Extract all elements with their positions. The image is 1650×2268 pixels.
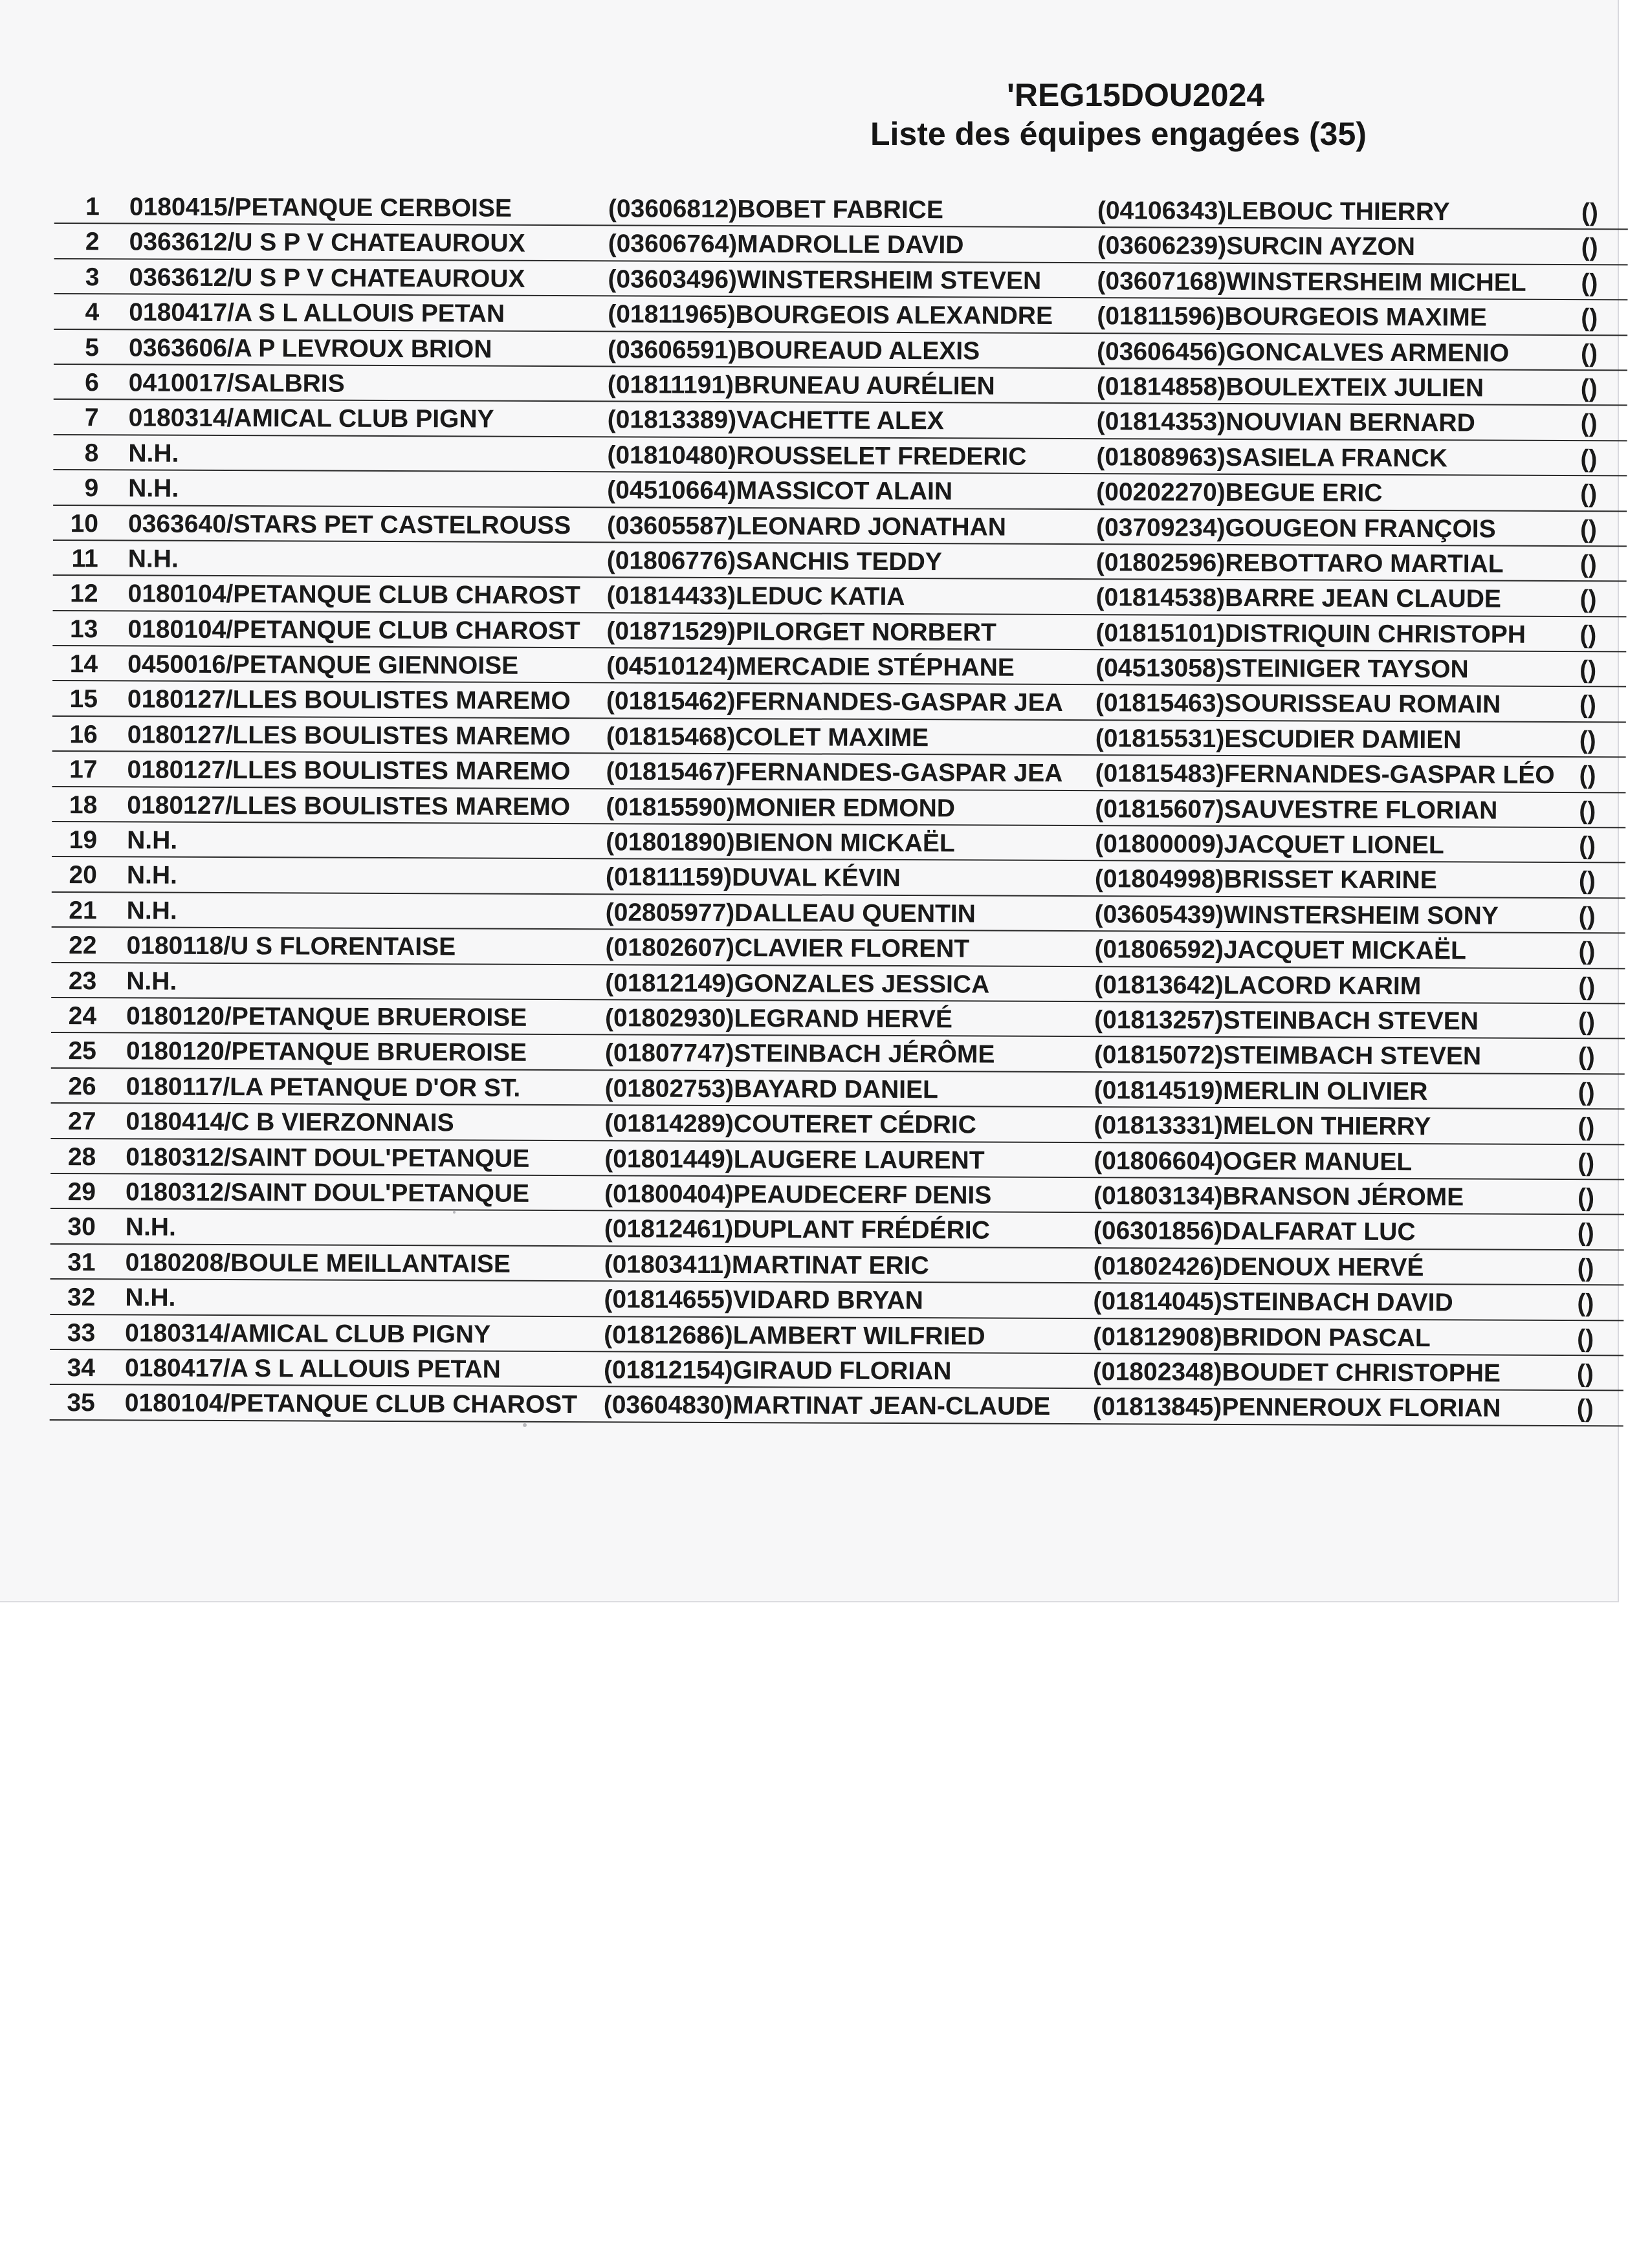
team-number: 13: [69, 615, 98, 643]
table-row: [52, 752, 1625, 793]
team-number: 33: [67, 1318, 96, 1347]
row-suffix: (): [1578, 972, 1596, 1001]
table-row: [50, 1104, 1624, 1145]
player-two: (03709234)GOUGEON FRANÇOIS: [1095, 513, 1496, 543]
table-row: [52, 646, 1626, 688]
team-number: 17: [69, 756, 98, 784]
row-suffix: (): [1580, 480, 1598, 508]
table-row: [50, 1350, 1623, 1391]
club-name: N.H.: [126, 897, 177, 925]
table-row: [52, 787, 1625, 829]
row-suffix: (): [1578, 1148, 1595, 1177]
player-one: (01802753)BAYARD DANIEL: [604, 1074, 938, 1104]
row-suffix: (): [1579, 796, 1596, 825]
player-two: (03607168)WINSTERSHEIM MICHEL: [1097, 267, 1526, 297]
player-one: (03606591)BOUREAUD ALEXIS: [607, 335, 980, 365]
player-one: (01814655)VIDARD BRYAN: [604, 1285, 923, 1315]
table-row: [54, 365, 1627, 406]
table-row: [52, 822, 1625, 864]
row-suffix: (): [1579, 761, 1596, 790]
club-name: N.H.: [126, 967, 177, 996]
table-row: [52, 611, 1626, 653]
team-number: 2: [85, 228, 100, 256]
player-two: (01802348)BOUDET CHRISTOPHE: [1092, 1358, 1501, 1388]
player-one: (04510664)MASSICOT ALAIN: [607, 476, 953, 506]
table-row: [52, 717, 1626, 758]
team-number: 16: [69, 720, 98, 749]
row-suffix: (): [1577, 1289, 1594, 1318]
club-name: 0180417/A S L ALLOUIS PETAN: [129, 298, 505, 328]
row-suffix: (): [1578, 937, 1596, 966]
club-name: N.H.: [127, 545, 179, 573]
player-two: (01815607)SAUVESTRE FLORIAN: [1095, 794, 1498, 825]
table-row: [50, 1209, 1624, 1250]
team-number: 31: [67, 1248, 96, 1276]
row-suffix: (): [1579, 656, 1597, 684]
player-two: (01815101)DISTRIQUIN CHRISTOPH: [1095, 618, 1526, 649]
table-row: [54, 400, 1627, 441]
club-name: 0180314/AMICAL CLUB PIGNY: [128, 404, 494, 433]
player-one: (01812686)LAMBERT WILFRIED: [604, 1320, 985, 1351]
club-name: N.H.: [128, 439, 179, 468]
team-number: 32: [67, 1283, 96, 1312]
player-two: (03606239)SURCIN AYZON: [1097, 232, 1416, 261]
team-number: 10: [70, 509, 99, 538]
team-number: 22: [69, 932, 97, 960]
club-name: N.H.: [126, 861, 178, 890]
player-two: (03606456)GONCALVES ARMENIO: [1096, 337, 1510, 367]
row-suffix: (): [1578, 1043, 1595, 1071]
row-suffix: (): [1580, 444, 1598, 473]
row-suffix: (): [1581, 234, 1598, 262]
player-two: (06301856)DALFARAT LUC: [1093, 1217, 1416, 1247]
team-number: 7: [84, 404, 99, 432]
player-two: (03605439)WINSTERSHEIM SONY: [1094, 900, 1499, 930]
table-row: [54, 294, 1627, 336]
club-name: 0180414/C B VIERZONNAIS: [126, 1107, 454, 1137]
row-suffix: (): [1578, 1113, 1595, 1142]
club-name: 0363612/U S P V CHATEAUROUX: [129, 228, 525, 258]
scan-speck: [523, 1423, 527, 1427]
player-two: (01815463)SOURISSEAU ROMAIN: [1095, 689, 1501, 719]
club-name: 0180127/LLES BOULISTES MAREMO: [127, 721, 571, 750]
row-suffix: (): [1581, 268, 1598, 297]
row-suffix: (): [1579, 832, 1596, 860]
player-one: (01812461)DUPLANT FRÉDÉRIC: [604, 1215, 990, 1245]
team-number: 1: [85, 193, 100, 221]
club-name: 0180104/PETANQUE CLUB CHAROST: [127, 580, 580, 610]
player-one: (02805977)DALLEAU QUENTIN: [605, 899, 976, 928]
club-name: 0363640/STARS PET CASTELROUSS: [127, 509, 571, 540]
player-two: (01806592)JACQUET MICKAËL: [1094, 935, 1466, 965]
table-row: [50, 1385, 1623, 1426]
player-one: (01815590)MONIER EDMOND: [606, 792, 956, 822]
table-row: [52, 893, 1625, 934]
table-row: [54, 259, 1627, 301]
player-two: (01813642)LACORD KARIM: [1094, 970, 1422, 1000]
club-name: 0450016/PETANQUE GIENNOISE: [127, 650, 519, 680]
player-one: (01810480)ROUSSELET FREDERIC: [607, 441, 1027, 471]
row-suffix: (): [1579, 515, 1598, 543]
club-name: 0180312/SAINT DOUL'PETANQUE: [126, 1142, 530, 1173]
club-name: 0180117/LA PETANQUE D'OR ST.: [126, 1073, 521, 1102]
row-suffix: (): [1576, 1395, 1594, 1423]
club-name: 0180208/BOULE MEILLANTAISE: [125, 1248, 511, 1278]
player-one: (01802930)LEGRAND HERVÉ: [605, 1004, 952, 1034]
player-one: (01801890)BIENON MICKAËL: [606, 828, 955, 858]
player-two: (01808963)SASIELA FRANCK: [1096, 442, 1448, 473]
row-suffix: (): [1577, 1183, 1595, 1212]
team-number: 30: [67, 1213, 96, 1241]
row-suffix: (): [1579, 585, 1597, 614]
table-row: [54, 330, 1627, 371]
row-suffix: (): [1579, 550, 1597, 579]
table-row: [51, 1069, 1625, 1110]
player-two: (01815483)FERNANDES-GASPAR LÉO: [1095, 759, 1555, 790]
player-one: (01813389)VACHETTE ALEX: [607, 406, 944, 435]
team-number: 23: [68, 966, 97, 995]
player-one: (01811159)DUVAL KÉVIN: [605, 863, 901, 893]
player-two: (01813257)STEINBACH STEVEN: [1094, 1006, 1479, 1036]
player-one: (01812154)GIRAUD FLORIAN: [603, 1356, 952, 1386]
table-row: [50, 1174, 1624, 1216]
player-two: (01800009)JACQUET LIONEL: [1095, 830, 1444, 860]
table-row: [51, 928, 1625, 969]
player-one: (01814433)LEDUC KATIA: [606, 582, 905, 611]
player-two: (01812908)BRIDON PASCAL: [1093, 1322, 1431, 1352]
row-suffix: (): [1578, 1078, 1595, 1106]
table-row: [53, 506, 1627, 547]
player-one: (01807747)STEINBACH JÉRÔME: [604, 1039, 995, 1069]
team-number: 14: [69, 650, 98, 679]
row-suffix: (): [1576, 1359, 1594, 1388]
player-two: (01815072)STEIMBACH STEVEN: [1094, 1041, 1482, 1071]
row-suffix: (): [1579, 726, 1596, 755]
team-number: 4: [85, 298, 100, 327]
team-number: 5: [85, 333, 100, 362]
player-two: (00202270)BEGUE ERIC: [1096, 478, 1383, 508]
club-name: 0180417/A S L ALLOUIS PETAN: [124, 1354, 501, 1384]
table-row: [53, 470, 1627, 512]
player-two: (01811596)BOURGEOIS MAXIME: [1097, 302, 1487, 332]
team-number: 18: [69, 791, 98, 819]
table-row: [53, 541, 1627, 582]
team-number: 3: [85, 263, 100, 292]
team-list: [50, 189, 1628, 1426]
club-name: N.H.: [127, 826, 178, 855]
club-name: 0180127/LLES BOULISTES MAREMO: [127, 756, 571, 786]
table-row: [54, 189, 1628, 230]
table-row: [50, 1139, 1624, 1181]
club-name: 0180314/AMICAL CLUB PIGNY: [125, 1318, 491, 1349]
row-suffix: (): [1577, 1219, 1594, 1247]
row-suffix: (): [1578, 902, 1596, 930]
row-suffix: (): [1581, 304, 1598, 333]
team-number: 8: [84, 439, 99, 467]
team-number: 6: [85, 369, 99, 397]
row-suffix: (): [1581, 199, 1598, 227]
team-number: 15: [69, 685, 98, 714]
row-suffix: (): [1580, 409, 1598, 438]
team-number: 11: [71, 545, 98, 573]
player-one: (01811191)BRUNEAU AURÉLIEN: [607, 371, 995, 400]
club-name: 0180104/PETANQUE CLUB CHAROST: [124, 1389, 578, 1419]
player-two: (04513058)STEINIGER TAYSON: [1095, 654, 1469, 684]
team-number: 29: [67, 1178, 96, 1206]
club-name: 0180120/PETANQUE BRUEROISE: [126, 1002, 527, 1032]
table-row: [50, 1245, 1624, 1286]
team-number: 27: [67, 1107, 96, 1136]
player-two: (04106343)LEBOUC THIERRY: [1097, 197, 1450, 226]
team-number: 28: [67, 1142, 96, 1171]
team-number: 25: [68, 1037, 96, 1065]
player-two: (01814045)STEINBACH DAVID: [1093, 1287, 1453, 1317]
player-one: (03606764)MADROLLE DAVID: [608, 230, 964, 259]
document-subtitle: Liste des équipes engagées (35): [870, 116, 1367, 152]
row-suffix: (): [1580, 339, 1598, 367]
club-name: 0363606/A P LEVROUX BRION: [128, 334, 492, 364]
player-one: (03606812)BOBET FABRICE: [608, 195, 943, 224]
player-two: (01804998)BRISSET KARINE: [1094, 865, 1437, 895]
player-two: (01806604)OGER MANUEL: [1094, 1146, 1413, 1176]
club-name: N.H.: [128, 474, 179, 503]
team-number: 12: [70, 580, 98, 608]
player-one: (01800404)PEAUDECERF DENIS: [604, 1180, 992, 1210]
team-number: 9: [84, 474, 99, 503]
player-one: (03603496)WINSTERSHEIM STEVEN: [608, 265, 1042, 295]
table-row: [50, 1280, 1623, 1321]
team-number: 34: [67, 1353, 96, 1382]
row-suffix: (): [1579, 691, 1597, 719]
player-one: (01806776)SANCHIS TEDDY: [606, 547, 942, 576]
player-two: (01815531)ESCUDIER DAMIEN: [1095, 725, 1462, 754]
player-one: (01871529)PILORGET NORBERT: [606, 616, 996, 647]
team-number: 19: [69, 826, 98, 855]
player-one: (04510124)MERCADIE STÉPHANE: [606, 652, 1015, 682]
player-one: (01814289)COUTERET CÉDRIC: [604, 1109, 976, 1139]
club-name: 0180127/LLES BOULISTES MAREMO: [127, 685, 571, 715]
team-number: 26: [68, 1072, 96, 1101]
club-name: 0180312/SAINT DOUL'PETANQUE: [125, 1178, 530, 1208]
table-row: [51, 998, 1625, 1040]
player-two: (01814538)BARRE JEAN CLAUDE: [1095, 583, 1502, 613]
row-suffix: (): [1577, 1254, 1594, 1282]
player-one: (01815468)COLET MAXIME: [606, 723, 929, 752]
row-suffix: (): [1578, 1008, 1596, 1036]
player-two: (01802426)DENOUX HERVÉ: [1093, 1252, 1424, 1281]
player-two: (01802596)REBOTTARO MARTIAL: [1095, 549, 1504, 578]
player-one: (01815467)FERNANDES-GASPAR JEA: [606, 758, 1063, 788]
player-one: (01815462)FERNANDES-GASPAR JEA: [606, 687, 1063, 717]
table-row: [52, 681, 1626, 723]
club-name: 0363612/U S P V CHATEAUROUX: [129, 263, 525, 293]
document-title: 'REG15DOU2024: [1007, 77, 1265, 113]
player-one: (01811965)BOURGEOIS ALEXANDRE: [608, 300, 1053, 331]
player-one: (03605587)LEONARD JONATHAN: [606, 511, 1007, 541]
player-one: (01802607)CLAVIER FLORENT: [605, 933, 970, 963]
player-two: (01803134)BRANSON JÉROME: [1093, 1182, 1464, 1212]
player-two: (01814519)MERLIN OLIVIER: [1094, 1076, 1428, 1106]
player-two: (01814858)BOULEXTEIX JULIEN: [1096, 373, 1484, 402]
table-row: [51, 1033, 1625, 1074]
table-row: [52, 857, 1625, 899]
player-one: (01803411)MARTINAT ERIC: [604, 1250, 929, 1280]
team-number: 21: [69, 896, 97, 925]
club-name: 0410017/SALBRIS: [128, 369, 345, 398]
table-row: [54, 224, 1628, 265]
club-name: N.H.: [125, 1213, 176, 1242]
club-name: 0180127/LLES BOULISTES MAREMO: [127, 791, 571, 821]
club-name: 0180415/PETANQUE CERBOISE: [129, 193, 512, 223]
team-number: 20: [69, 861, 98, 889]
row-suffix: (): [1578, 867, 1596, 895]
row-suffix: (): [1577, 1324, 1594, 1353]
player-two: (01813331)MELON THIERRY: [1094, 1111, 1431, 1141]
club-name: 0180118/U S FLORENTAISE: [126, 932, 456, 961]
player-one: (03604830)MARTINAT JEAN-CLAUDE: [603, 1391, 1051, 1421]
row-suffix: (): [1580, 375, 1598, 403]
row-suffix: (): [1579, 620, 1597, 649]
player-two: (01813845)PENNEROUX FLORIAN: [1092, 1393, 1501, 1423]
team-number: 24: [68, 1002, 97, 1030]
team-number: 35: [67, 1389, 95, 1417]
table-row: [53, 435, 1627, 477]
table-row: [52, 576, 1626, 617]
club-name: 0180120/PETANQUE BRUEROISE: [126, 1037, 527, 1067]
player-two: (01814353)NOUVIAN BERNARD: [1096, 408, 1475, 437]
player-one: (01812149)GONZALES JESSICA: [605, 968, 990, 999]
club-name: N.H.: [125, 1283, 176, 1312]
table-row: [51, 963, 1625, 1005]
scan-speck: [453, 1211, 456, 1214]
player-one: (01801449)LAUGERE LAURENT: [604, 1144, 985, 1175]
club-name: 0180104/PETANQUE CLUB CHAROST: [127, 615, 580, 645]
table-row: [50, 1314, 1623, 1356]
